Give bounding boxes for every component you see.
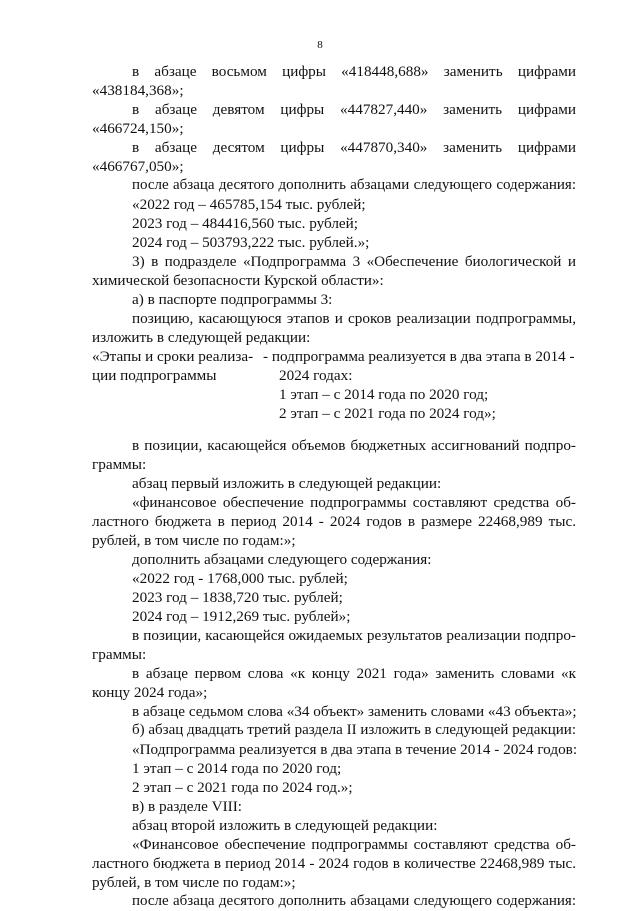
text-line: «438184,368»; xyxy=(92,82,184,99)
text-line: «финансовое обеспечение подпрограммы составляют средства об- xyxy=(132,494,576,511)
text-line: 2024 год – 1912,269 тыс. рублей»; xyxy=(132,608,351,625)
passport-label: «Этапы и сроки реализа- xyxy=(92,348,254,365)
passport-value: - подпрограмма реализуется в два этапа в 2014 - xyxy=(263,348,575,365)
text-line: ластного бюджета в период 2014 - 2024 годов в количестве 22468,989 тыс. xyxy=(92,855,576,872)
text-line: 2023 год – 484416,560 тыс. рублей; xyxy=(132,215,359,232)
text-line: в абзаце девятом цифры «447827,440» заменить цифрами xyxy=(132,101,576,118)
text-line: граммы: xyxy=(92,646,147,663)
page-number: 8 xyxy=(317,39,323,51)
text-line: 3) в подразделе «Подпрограмма 3 «Обеспечение биологической и xyxy=(132,253,576,270)
text-line: «466724,150»; xyxy=(92,120,184,137)
text-line: в позиции, касающейся объемов бюджетных ассигнований подпро- xyxy=(132,437,576,454)
text-line: изложить в следующей редакции: xyxy=(92,329,311,346)
passport-label: ции подпрограммы xyxy=(92,367,217,384)
passport-value: 2024 годах: xyxy=(279,367,353,384)
text-line: ластного бюджета в период 2014 - 2024 годов в размере 22468,989 тыс. xyxy=(92,513,576,530)
text-line: в абзаце седьмом слова «34 объект» заменить словами «43 объекта»; xyxy=(132,703,577,720)
text-line: б) абзац двадцать третий раздела II изложить в следующей редакции: xyxy=(132,722,576,738)
text-line: 2024 год – 503793,222 тыс. рублей.»; xyxy=(132,234,370,251)
text-line: в абзаце первом слова «к концу 2021 года» заменить словами «к xyxy=(132,665,576,682)
text-line: в абзаце восьмом цифры «418448,688» заменить цифрами xyxy=(132,63,576,80)
text-line: химической безопасности Курской области»: xyxy=(92,272,384,289)
text-line: после абзаца десятого дополнить абзацами следующего содержания: xyxy=(132,177,576,193)
text-line: после абзаца десятого дополнить абзацами следующего содержания: xyxy=(132,893,576,909)
text-line: позицию, касающуюся этапов и сроков реализации подпрограммы, xyxy=(132,310,576,327)
passport-value: 1 этап – с 2014 года по 2020 год; xyxy=(279,386,489,403)
text-line: в) в разделе VIII: xyxy=(132,798,242,815)
text-line: в абзаце десятом цифры «447870,340» заменить цифрами xyxy=(132,139,576,156)
text-line: концу 2024 года»; xyxy=(92,684,208,701)
text-line: «2022 год – 465785,154 тыс. рублей; xyxy=(132,196,366,213)
text-line: абзац первый изложить в следующей редакции: xyxy=(132,475,442,492)
text-line: в позиции, касающейся ожидаемых результатов реализации подпро- xyxy=(132,627,576,644)
text-line: рублей, в том числе по годам:»; xyxy=(92,532,296,549)
text-line: рублей, в том числе по годам:»; xyxy=(92,874,296,891)
text-line: «Финансовое обеспечение подпрограммы составляют средства об- xyxy=(132,836,576,853)
text-line: дополнить абзацами следующего содержания: xyxy=(132,551,432,568)
text-line: 1 этап – с 2014 года по 2020 год; xyxy=(132,760,342,777)
text-line: «Подпрограмма реализуется в два этапа в течение 2014 - 2024 годов: xyxy=(132,741,578,758)
text-line: 2 этап – с 2021 года по 2024 год.»; xyxy=(132,779,353,796)
text-line: 2023 год – 1838,720 тыс. рублей; xyxy=(132,589,343,606)
passport-value: 2 этап – с 2021 года по 2024 год»; xyxy=(279,405,496,422)
text-line: «466767,050»; xyxy=(92,158,184,175)
text-line: граммы: xyxy=(92,456,147,473)
text-line: абзац второй изложить в следующей редакции: xyxy=(132,817,438,834)
text-line: «2022 год - 1768,000 тыс. рублей; xyxy=(132,570,348,587)
text-line: а) в паспорте подпрограммы 3: xyxy=(132,291,333,308)
